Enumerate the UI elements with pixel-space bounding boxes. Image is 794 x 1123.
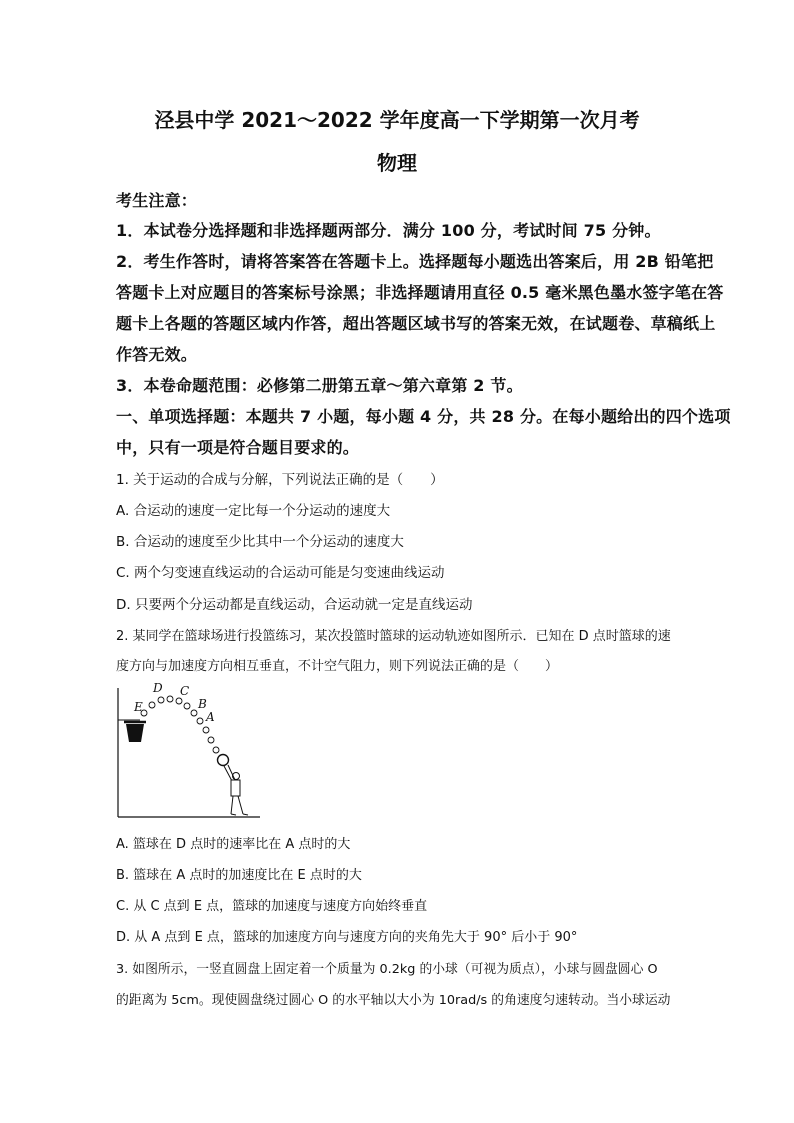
subject-title: 物理 [377,151,417,175]
q1-option-d: D. 只要两个分运动都是直线运动，合运动就一定是直线运动 [116,597,473,613]
q1-option-b: B. 合运动的速度至少比其中一个分运动的速度大 [116,534,404,550]
basketball-trajectory-figure [110,680,270,822]
trajectory-balls [141,696,219,753]
notice-item-3: 3．本卷命题范围：必修第二册第五章～第六章第 2 节。 [116,376,523,395]
ball-position-b [191,710,197,716]
notice-item-1: 1．本试卷分选择题和非选择题两部分．满分 100 分，考试时间 75 分钟。 [116,221,661,240]
basket-net [126,724,144,742]
q1-option-a: A. 合运动的速度一定比每一个分运动的速度大 [116,503,391,519]
label-b: B [198,697,207,711]
q2-option-c: C. 从 C 点到 E 点，篮球的加速度与速度方向始终垂直 [116,899,428,914]
trajectory-diagram [110,680,270,822]
q2-stem-2: 度方向与加速度方向相互垂直，不计空气阻力，则下列说法正确的是（ ） [116,659,559,674]
label-a: A [206,710,215,724]
notice-item-2-cont-2: 题卡上各题的答题区域内作答，超出答题区域书写的答案无效，在试题卷、草稿纸上 [116,314,716,333]
q2-option-b: B. 篮球在 A 点时的加速度比在 E 点时的大 [116,868,362,883]
player-figure [224,765,248,815]
q2-stem-1: 2. 某同学在篮球场进行投篮练习，某次投篮时篮球的运动轨迹如图所示．已知在 D 点时篮球的速 [116,629,671,644]
exam-title: 泾县中学 2021～2022 学年度高一下学期第一次月考 [154,108,640,132]
notice-item-2-cont-1: 答题卡上对应题目的答案标号涂黑；非选择题请用直径 0.5 毫米黑色墨水签字笔在答 [116,283,724,302]
notice-item-2-cont-3: 作答无效。 [116,345,198,364]
q1-option-c: C. 两个匀变速直线运动的合运动可能是匀变速曲线运动 [116,565,445,581]
label-e: E [134,700,143,714]
q2-option-d: D. 从 A 点到 E 点，篮球的加速度方向与速度方向的夹角先大于 90° 后小于 90° [116,930,578,945]
label-d: D [153,681,163,695]
q3-stem-1: 3. 如图所示，一竖直圆盘上固定着一个质量为 0.2kg 的小球（可视为质点），小球与圆盘圆心 O [116,962,658,977]
ball-release-point [218,755,229,766]
ball-position-d [158,697,164,703]
section1-heading: 一、单项选择题：本题共 7 小题，每小题 4 分，共 28 分。在每小题给出的四个选项 [116,407,731,426]
ball-position-c [176,698,182,704]
section1-heading-cont: 中，只有一项是符合题目要求的。 [116,438,360,457]
q2-option-a: A. 篮球在 D 点时的速率比在 A 点时的大 [116,837,351,852]
ball-position-a [203,727,209,733]
notice-item-2: 2．考生作答时，请将答案答在答题卡上。选择题每小题选出答案后，用 2B 铅笔把 [116,252,714,271]
notice-heading: 考生注意： [116,191,198,210]
q3-stem-2: 的距离为 5cm。现使圆盘绕过圆心 O 的水平轴以大小为 10rad/s 的角速度匀速转动。当小球运动 [116,993,671,1008]
label-c: C [180,684,190,698]
q1-stem: 1. 关于运动的合成与分解，下列说法正确的是（ ） [116,472,444,488]
